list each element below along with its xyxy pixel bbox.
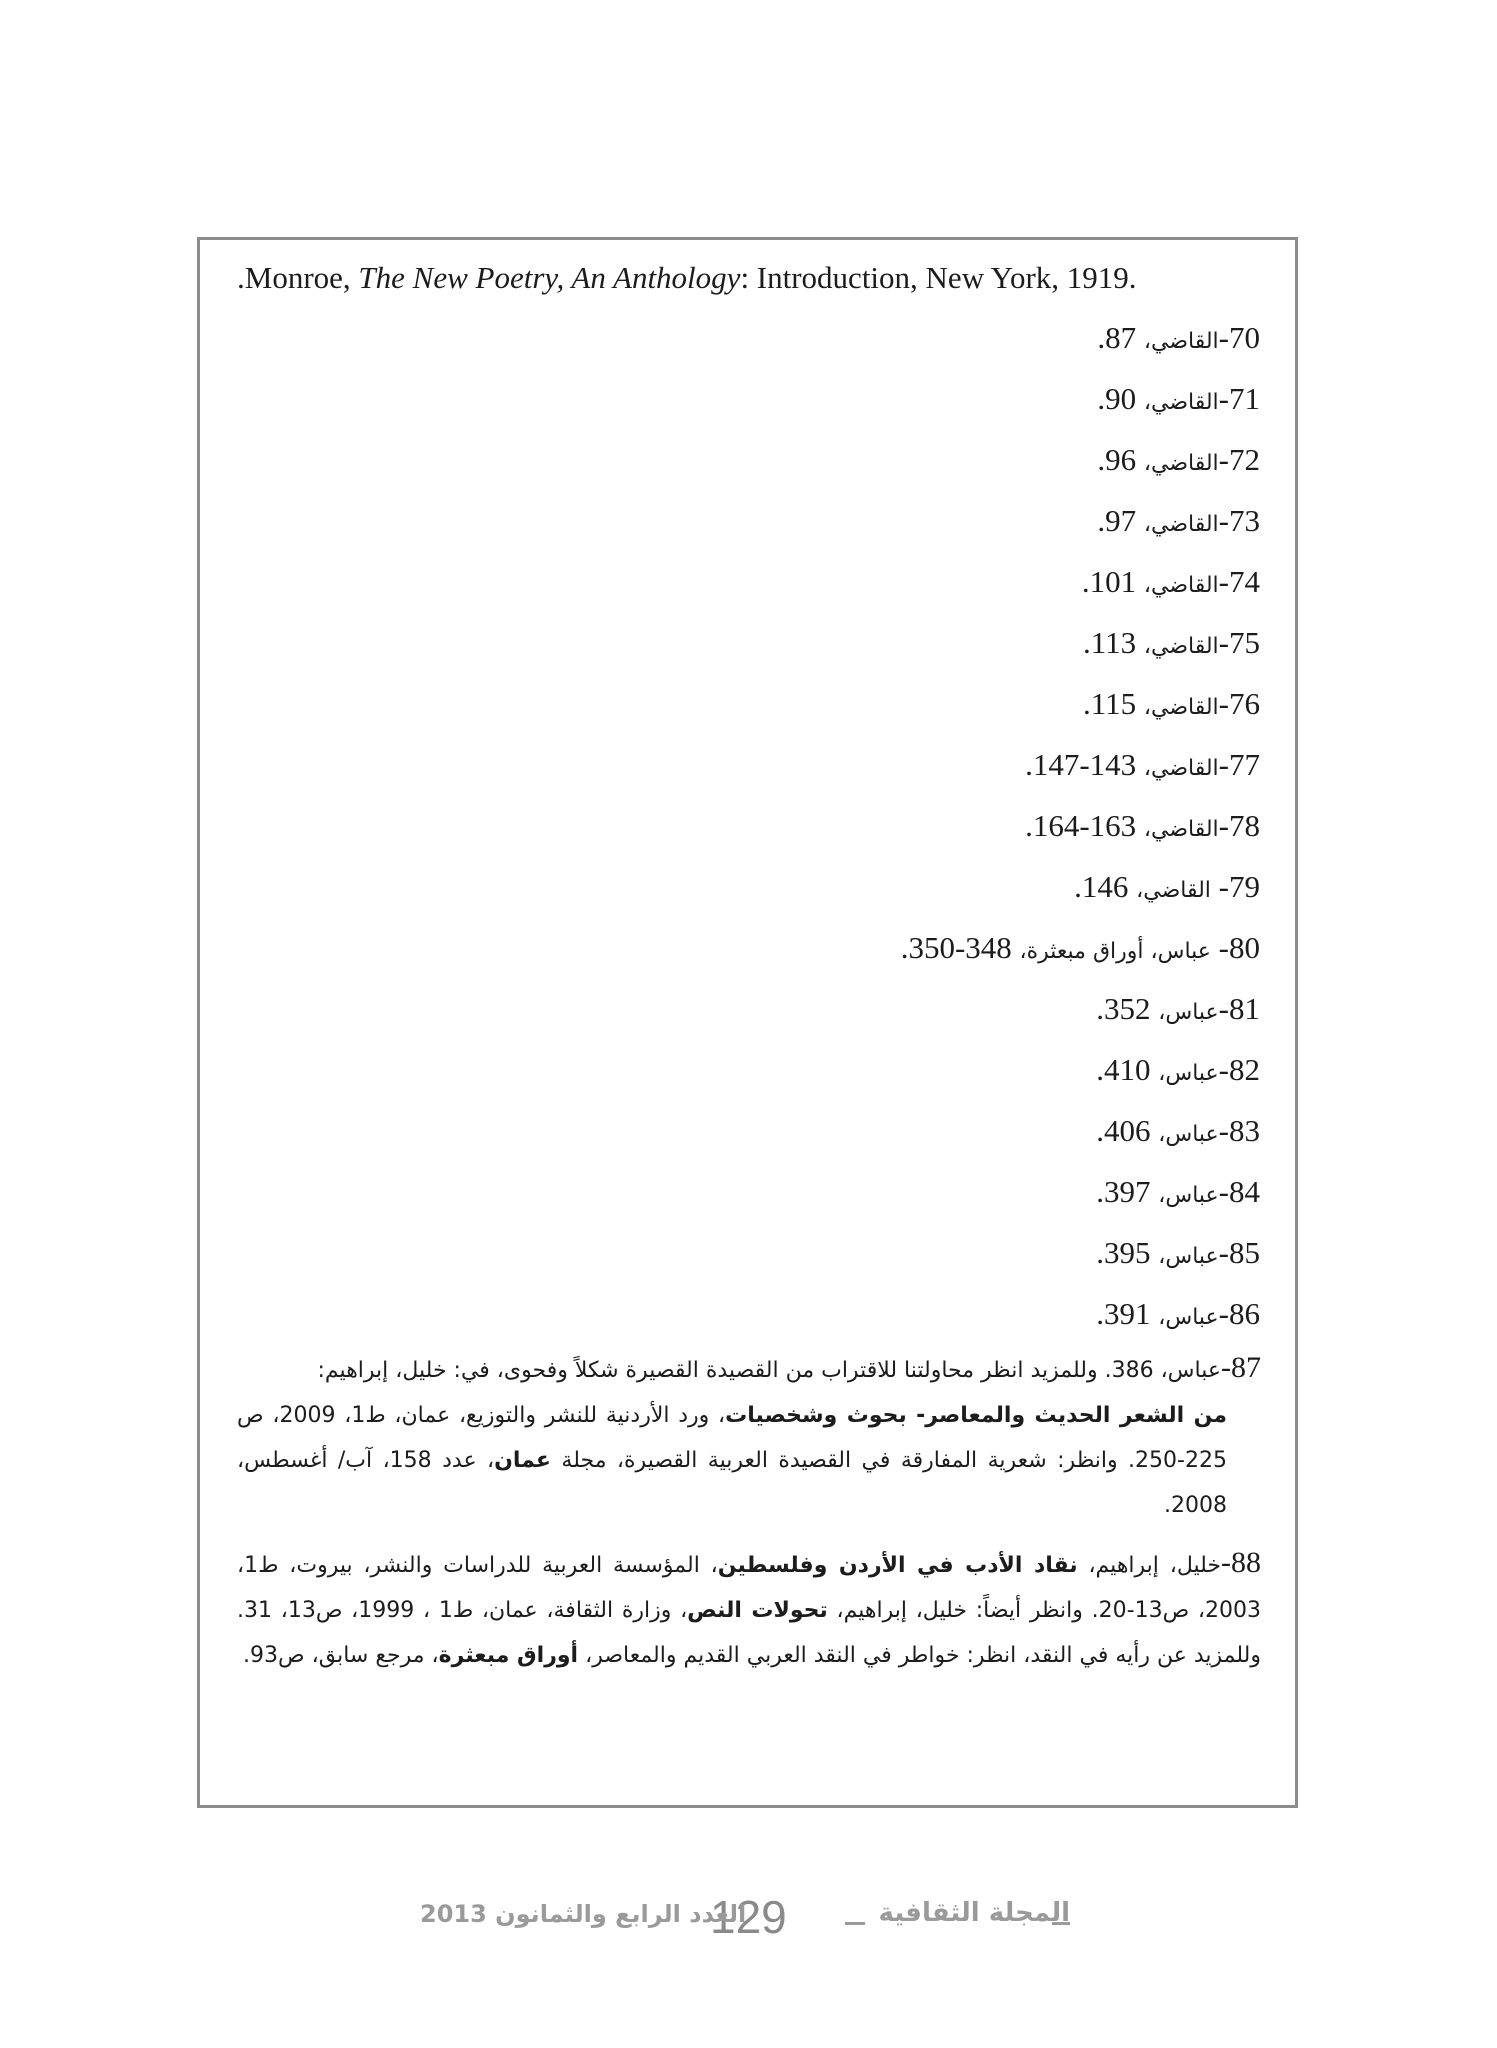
footnote-number: 75- <box>1218 625 1260 660</box>
footnote-author: القاضي، <box>1143 390 1219 415</box>
footnote-book-title: تحولات النص <box>687 1598 828 1623</box>
footnote-line <box>1096 989 1260 1033</box>
footnote-author: عباس، <box>1158 1244 1219 1269</box>
footnote-page: 96. <box>1097 442 1144 477</box>
footnote-author: القاضي، <box>1136 878 1211 903</box>
footnote-author: القاضي، <box>1143 573 1219 598</box>
footnote-line <box>1096 1172 1260 1216</box>
monroe-lead: .Monroe, <box>237 260 359 295</box>
footnote-number: 70- <box>1218 320 1260 355</box>
footnote-page: 90. <box>1097 381 1144 416</box>
footnote-number: 74- <box>1218 564 1260 599</box>
footnote-line <box>1097 379 1260 423</box>
footnote-author: عباس، <box>1158 1305 1219 1330</box>
footnote-text: ، المؤسسة العربية للدراسات والنشر، بيروت، ط1، 2003، ص13-20. وانظر أيضاً: خليل، إبراهيم، <box>237 1553 1261 1623</box>
footnote-page: 143-147. <box>1025 747 1144 782</box>
monroe-reference <box>237 258 1137 298</box>
magazine-name: المجلة الثقافية <box>878 1898 1070 1928</box>
footnote-continuation <box>237 1393 1261 1528</box>
footnote-number: 71- <box>1218 381 1260 416</box>
footnote-author: عباس، <box>1158 1061 1219 1086</box>
footnote-number: 77- <box>1218 747 1260 782</box>
footnote-page: 97. <box>1097 503 1144 538</box>
footnote-page: 395. <box>1096 1235 1159 1270</box>
footnote-page: 101. <box>1081 564 1144 599</box>
footnote-author: القاضي، <box>1143 756 1219 781</box>
footnote-author: القاضي، <box>1143 512 1219 537</box>
footnote-page: 406. <box>1096 1113 1159 1148</box>
monroe-title: The New Poetry, An Anthology <box>358 260 741 295</box>
footnote-text: خليل، إبراهيم، <box>1088 1553 1222 1578</box>
footnote-author: القاضي، <box>1143 634 1219 659</box>
footnote-page: 391. <box>1096 1296 1159 1331</box>
footer-rule <box>845 1922 865 1925</box>
footnote-number: 72- <box>1218 442 1260 477</box>
footnote-line <box>1025 745 1260 789</box>
footnote-author: عباس، <box>1158 1122 1219 1147</box>
footnote-page: 163-164. <box>1025 808 1144 843</box>
footnote-page: 87. <box>1097 320 1144 355</box>
footnote-line <box>1083 623 1260 667</box>
footnote-page: 146. <box>1074 869 1137 904</box>
footnote-page: 410. <box>1096 1052 1159 1087</box>
footnote-journal-title: عمان <box>494 1448 551 1473</box>
footnote-page: 348-350. <box>900 930 1020 965</box>
footnote-book-title: من الشعر الحديث والمعاصر- بحوث وشخصيات <box>725 1403 1228 1428</box>
footnote-number: 86- <box>1218 1296 1260 1331</box>
footnote-87 <box>237 1345 1261 1528</box>
footnote-number: 84- <box>1218 1174 1260 1209</box>
footnote-page: 352. <box>1096 991 1159 1026</box>
footnote-number: 82- <box>1218 1052 1260 1087</box>
footnote-page: 113. <box>1083 625 1144 660</box>
footnote-line <box>1096 1233 1260 1277</box>
footnote-text: ، عدد 158، آب/ أغسطس، 2008. <box>237 1448 1227 1518</box>
footnote-line <box>1097 440 1260 484</box>
page-footer <box>420 1890 1070 1950</box>
footnote-author: القاضي، <box>1143 817 1219 842</box>
footnote-text: ، مرجع سابق، ص93. <box>243 1643 439 1668</box>
footnote-text: ، ورد الأردنية للنشر والتوزيع، عمان، ط1، 2009، ص 225-250. وانظر: شعرية المفارقة في القصيدة العربية القصيرة، مجلة <box>237 1403 1227 1473</box>
footnote-line <box>1082 562 1260 606</box>
footnote-author: عباس، <box>1158 1000 1219 1025</box>
footnote-page: 397. <box>1096 1174 1159 1209</box>
footnote-book-title: أوراق مبعثرة <box>438 1643 579 1668</box>
footnote-line <box>1074 867 1260 911</box>
footnote-page: 115. <box>1083 686 1144 721</box>
footnote-line <box>1097 318 1260 362</box>
footnote-line <box>1083 684 1260 728</box>
footnote-number: 79- <box>1210 869 1260 904</box>
footnote-author: القاضي، <box>1143 329 1219 354</box>
footnote-author: القاضي، <box>1143 451 1219 476</box>
footnote-line <box>1096 1050 1260 1094</box>
footnote-line <box>1025 806 1260 850</box>
footnote-number: 81- <box>1218 991 1260 1026</box>
page-number: 129 <box>710 1891 787 1943</box>
footnote-88 <box>237 1540 1261 1678</box>
footnote-number: 76- <box>1218 686 1260 721</box>
footnote-book-title: نقاد الأدب في الأردن وفلسطين <box>717 1553 1078 1578</box>
footnote-line <box>1096 1111 1260 1155</box>
footnote-author: عباس، <box>1158 1183 1219 1208</box>
footnote-author: القاضي، <box>1143 695 1219 720</box>
footnote-number: 85- <box>1218 1235 1260 1270</box>
footnote-author: عباس، أوراق مبعثرة، <box>1019 939 1211 964</box>
footnote-text: عباس، 386. وللمزيد انظر محاولتنا للاقتراب من القصيدة القصيرة شكلاً وفحوى، في: خليل، إبراهيم: <box>317 1358 1221 1383</box>
footnote-line <box>1096 1294 1260 1338</box>
footnote-number: 83- <box>1218 1113 1260 1148</box>
footnote-line <box>1097 501 1260 545</box>
footnote-number: 88- <box>1221 1546 1262 1579</box>
footnote-number: 80- <box>1210 930 1260 965</box>
footnote-number: 73- <box>1218 503 1260 538</box>
footnote-line <box>901 928 1260 972</box>
footnote-number: 87- <box>1221 1351 1261 1384</box>
footnote-text: ، وزارة الثقافة، عمان، ط1 ، 1999، ص13، 31. وللمزيد عن رأيه في النقد، انظر: خواطر في النقد العربي القديم والمعاصر، <box>237 1598 1261 1668</box>
issue-label: العدد الرابع والثمانون 2013 <box>420 1900 747 1928</box>
footnote-number: 78- <box>1218 808 1260 843</box>
monroe-rest: : Introduction, New York, 1919. <box>740 260 1137 295</box>
